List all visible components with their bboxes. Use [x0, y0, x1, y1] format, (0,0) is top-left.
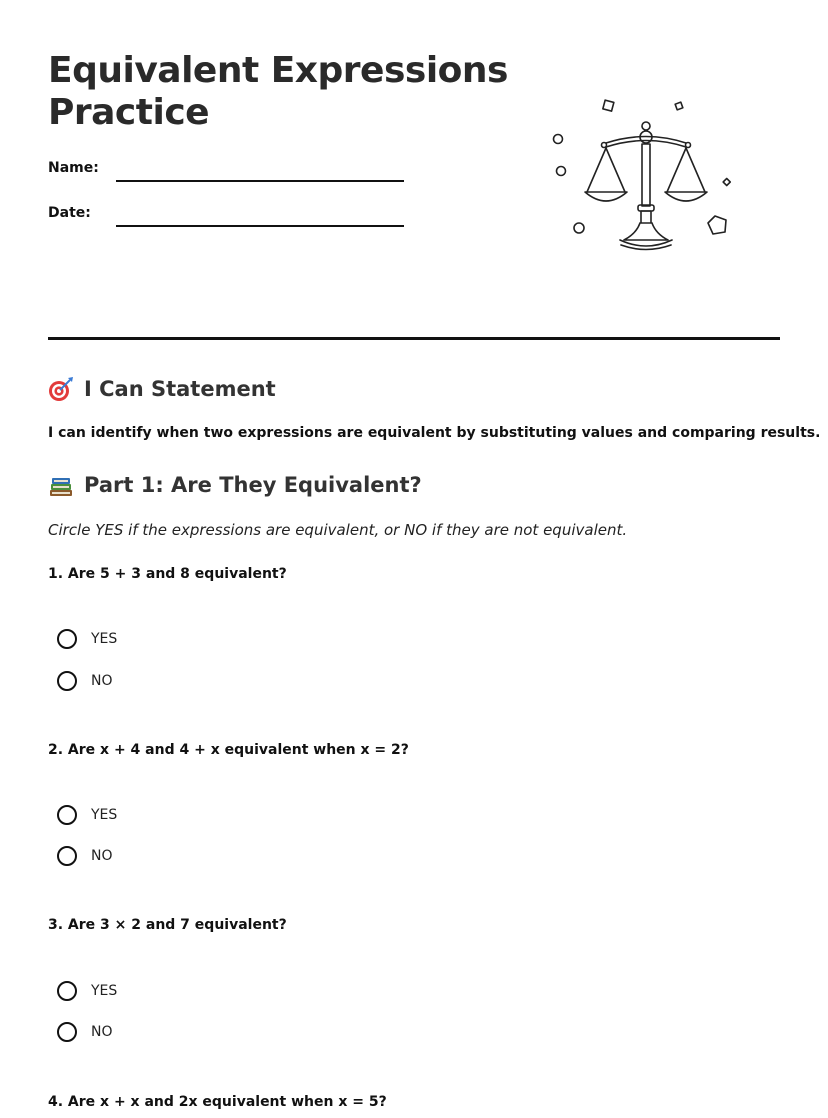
option-label: NO — [91, 1024, 113, 1040]
option-label: YES — [91, 807, 118, 823]
question-3-no-option[interactable] — [57, 1022, 113, 1042]
option-label: YES — [91, 631, 118, 647]
radio-circle[interactable] — [57, 671, 77, 691]
page-title: Equivalent Expressions Practice — [48, 50, 508, 133]
question-4: 4. Are x + x and 2x equivalent when x = 5? — [48, 1094, 387, 1110]
radio-circle[interactable] — [57, 629, 77, 649]
radio-circle[interactable] — [57, 981, 77, 1001]
question-1-no-option[interactable] — [57, 671, 113, 691]
radio-circle[interactable] — [57, 1022, 77, 1042]
name-label: Name: — [48, 160, 99, 176]
part1-instructions: Circle YES if the expressions are equivalent, or NO if they are not equivalent. — [48, 521, 628, 539]
part1-heading — [48, 472, 422, 498]
date-label: Date: — [48, 205, 91, 221]
question-2: 2. Are x + 4 and 4 + x equivalent when x = 2? — [48, 742, 409, 758]
section-divider — [48, 337, 780, 340]
i-can-heading-text: I Can Statement — [84, 377, 276, 401]
question-3-yes-option[interactable] — [57, 981, 117, 1001]
date-field[interactable] — [116, 225, 404, 227]
question-1: 1. Are 5 + 3 and 8 equivalent? — [48, 566, 287, 582]
question-2-no-option[interactable] — [57, 846, 113, 866]
i-can-statement: I can identify when two expressions are equivalent by substituting values and comparing results. — [48, 425, 821, 441]
question-2-yes-option[interactable] — [57, 805, 117, 825]
i-can-heading — [48, 376, 276, 402]
balance-scale-icon — [540, 92, 740, 262]
option-label: NO — [91, 848, 113, 864]
radio-circle[interactable] — [57, 846, 77, 866]
radio-circle[interactable] — [57, 805, 77, 825]
option-label: YES — [91, 983, 118, 999]
part1-heading-text: Part 1: Are They Equivalent? — [84, 473, 422, 497]
question-1-yes-option[interactable] — [57, 629, 117, 649]
target-icon — [48, 376, 74, 402]
name-field[interactable] — [116, 180, 404, 182]
option-label: NO — [91, 673, 113, 689]
question-3: 3. Are 3 × 2 and 7 equivalent? — [48, 917, 287, 933]
books-icon — [48, 472, 74, 498]
